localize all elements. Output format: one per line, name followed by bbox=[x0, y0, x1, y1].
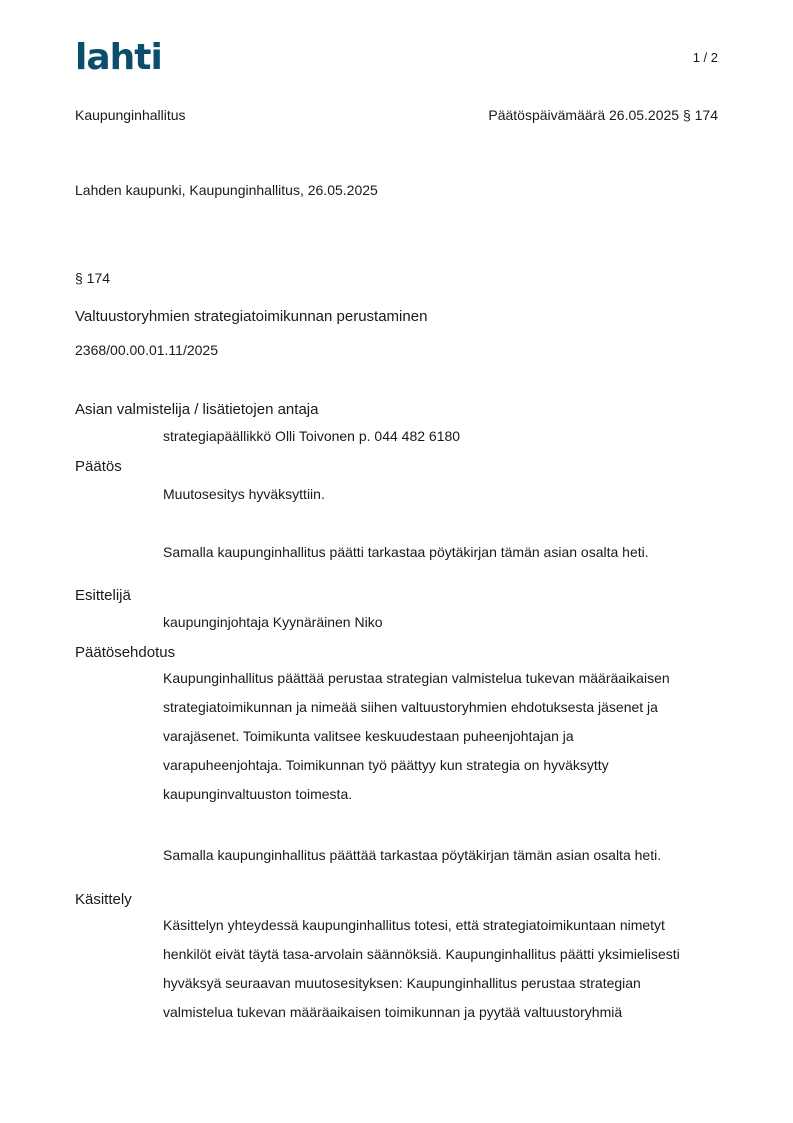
proposal-heading: Päätösehdotus bbox=[75, 644, 176, 661]
section-number: § 174 bbox=[75, 270, 111, 286]
proposal-line: varajäsenet. Toimikunta valitsee keskuudestaan puheenjohtajan ja bbox=[163, 728, 574, 744]
header-organ: Kaupunginhallitus bbox=[75, 107, 186, 123]
decision-line: Muutosesitys hyväksyttiin. bbox=[163, 486, 325, 502]
handling-line: henkilöt eivät täytä tasa-arvolain säännöksiä. Kaupunginhallitus päätti yksimielisesti bbox=[163, 946, 680, 962]
record-number: 2368/00.00.01.11/2025 bbox=[75, 342, 218, 358]
preparer-value: strategiapäällikkö Olli Toivonen p. 044 482 6180 bbox=[163, 428, 461, 444]
meeting-line: Lahden kaupunki, Kaupunginhallitus, 26.05.2025 bbox=[75, 182, 378, 198]
page-title: Valtuustoryhmien strategiatoimikunnan perustaminen bbox=[75, 308, 428, 325]
proposal-paragraph bbox=[163, 664, 723, 809]
presenter-heading: Esittelijä bbox=[75, 587, 131, 604]
handling-paragraph bbox=[163, 911, 723, 1027]
page-number: 1 / 2 bbox=[692, 50, 718, 65]
preparer-heading: Asian valmistelija / lisätietojen antaja bbox=[75, 401, 319, 418]
header-decision-date: Päätöspäivämäärä 26.05.2025 § 174 bbox=[488, 107, 718, 123]
proposal-line: kaupunginvaltuuston toimesta. bbox=[163, 786, 353, 802]
proposal-line: Kaupunginhallitus päättää perustaa strategian valmistelua tukevan määräaikaisen bbox=[163, 670, 670, 686]
decision-heading: Päätös bbox=[75, 458, 122, 475]
presenter-value: kaupunginjohtaja Kyynäräinen Niko bbox=[163, 614, 383, 630]
proposal-line: strategiatoimikunnan ja nimeää siihen valtuustoryhmien ehdotuksesta jäsenet ja bbox=[163, 699, 658, 715]
handling-line: valmistelua tukevan määräaikaisen toimikunnan ja pyytää valtuustoryhmiä bbox=[163, 1004, 623, 1020]
lahti-logo: lahti bbox=[75, 37, 162, 78]
handling-line: hyväksyä seuraavan muutosesityksen: Kaupunginhallitus perustaa strategian bbox=[163, 975, 641, 991]
proposal-final-line: Samalla kaupunginhallitus päättää tarkastaa pöytäkirjan tämän asian osalta heti. bbox=[163, 847, 662, 863]
decision-line: Samalla kaupunginhallitus päätti tarkastaa pöytäkirjan tämän asian osalta heti. bbox=[163, 544, 649, 560]
handling-line: Käsittelyn yhteydessä kaupunginhallitus totesi, että strategiatoimikuntaan nimetyt bbox=[163, 917, 665, 933]
proposal-line: varapuheenjohtaja. Toimikunnan työ päättyy kun strategia on hyväksytty bbox=[163, 757, 609, 773]
handling-heading: Käsittely bbox=[75, 891, 132, 908]
